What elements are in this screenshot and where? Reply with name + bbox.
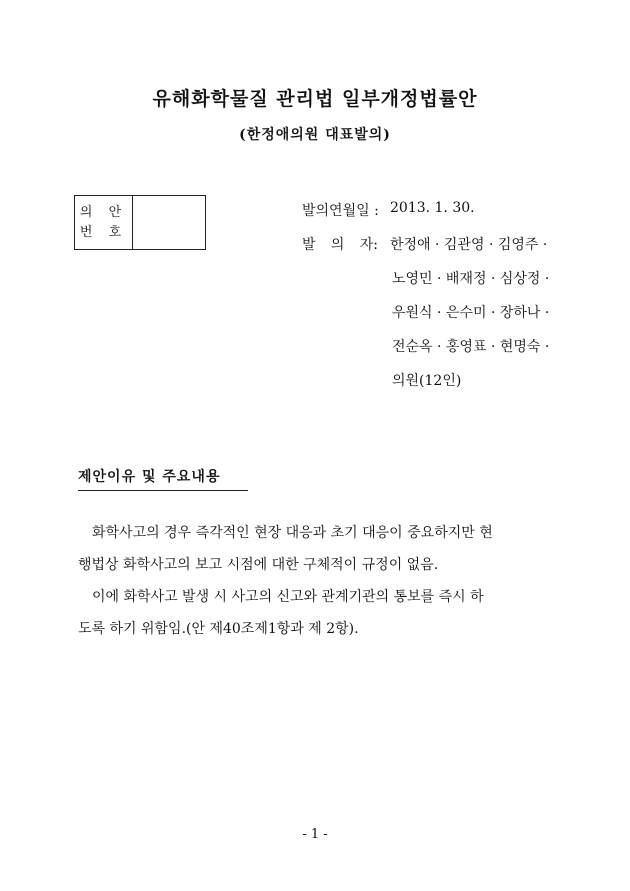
bill-number-label-line2: 번 호 xyxy=(79,224,128,240)
document-title: 유해화학물질 관리법 일부개정법률안 xyxy=(152,88,478,110)
body-line: 행법상 화학사고의 보고 시점에 대한 구체적이 규정이 없음. xyxy=(78,557,439,573)
body-line: 도록 하기 위함임.(안 제40조제1항과 제 2항). xyxy=(78,621,359,637)
section-body xyxy=(78,517,556,645)
bill-number-label xyxy=(75,196,133,249)
body-line: 이에 화학사고 발생 시 사고의 신고와 관계기관의 통보를 즉시 하 xyxy=(92,589,484,605)
proposer-names-line: 전순옥 · 홍영표 · 현명숙 · xyxy=(392,339,550,355)
proposer-names-line: 한정애 · 김관영 · 김영주 · xyxy=(390,237,548,253)
bill-number-label-line1: 의 안 xyxy=(79,204,128,220)
proposer-row xyxy=(302,234,549,268)
document-subtitle: (한정애의원 대표발의) xyxy=(239,127,391,143)
page-number: - 1 - xyxy=(302,827,328,842)
proposer-names-line: 우원식 · 은수미 · 장하나 · xyxy=(392,305,550,321)
proposal-date-value: 2013. 1. 30. xyxy=(390,200,475,216)
bill-number-value xyxy=(133,196,205,249)
proposer-label-char: 자: xyxy=(359,237,378,253)
proposal-meta xyxy=(302,200,549,404)
proposer-names-line: 노영민 · 배재정 · 심상정 · xyxy=(392,271,550,287)
proposer-label xyxy=(302,234,378,254)
bill-number-box xyxy=(74,195,206,250)
proposer-label-char: 발 xyxy=(302,237,316,253)
proposal-date-row xyxy=(302,200,549,234)
proposer-label-char: 의 xyxy=(330,237,345,253)
proposal-date-label: 발의연월일 : xyxy=(302,203,379,219)
section-heading: 제안이유 및 주요내용 xyxy=(78,466,248,491)
body-line: 화학사고의 경우 즉각적인 현장 대응과 초기 대응이 중요하지만 현 xyxy=(92,525,493,541)
proposer-count: 의원(12인) xyxy=(392,373,462,389)
